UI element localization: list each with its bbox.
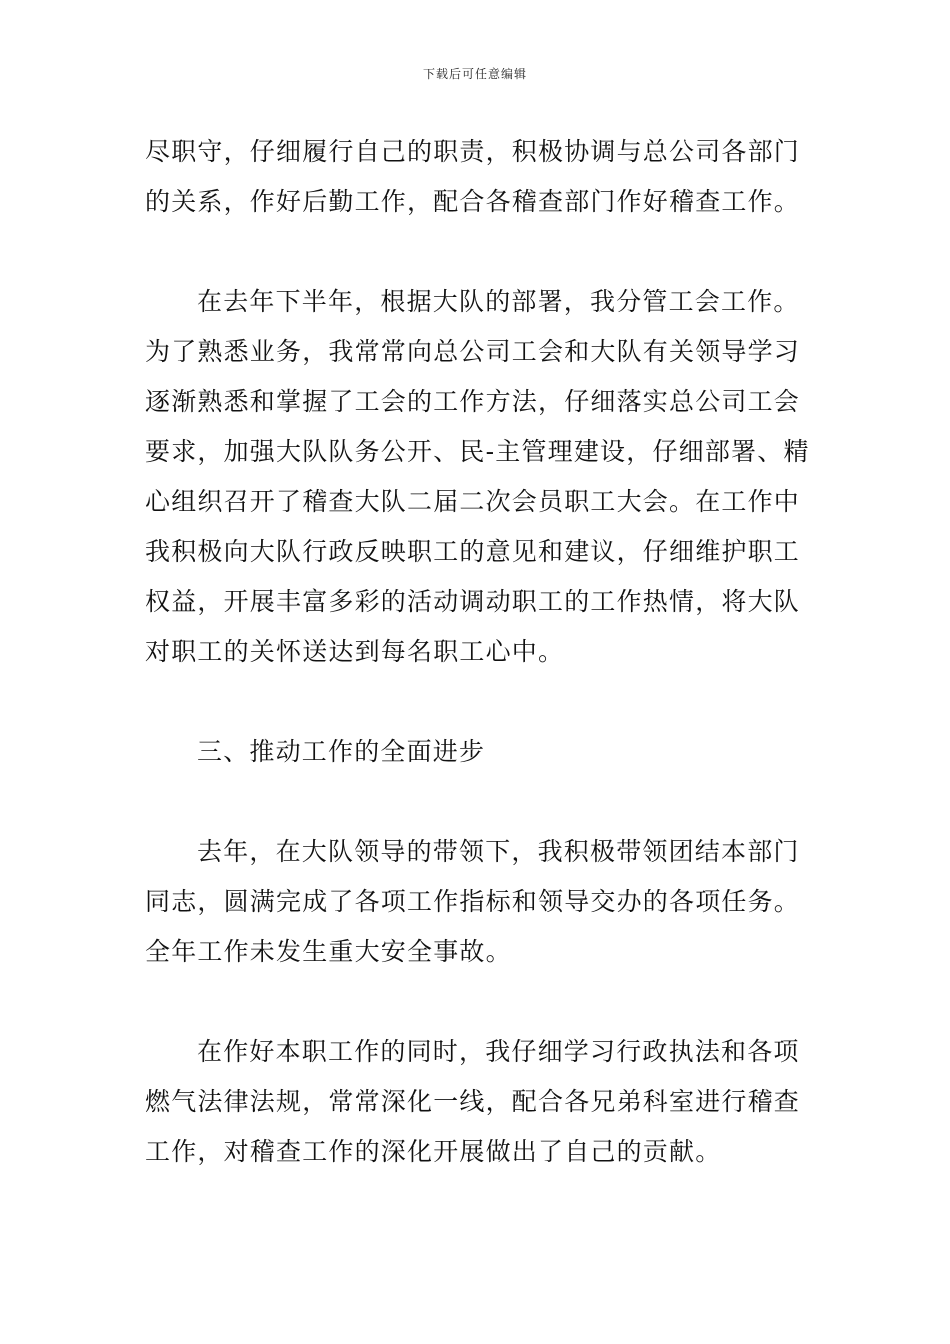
paragraph-line: 我积极向大队行政反映职工的意见和建议，仔细维护职工	[145, 537, 801, 566]
section-heading-text: 三、推动工作的全面进步	[197, 737, 486, 766]
paragraph-line: 权益，开展丰富多彩的活动调动职工的工作热情，将大队	[145, 587, 801, 616]
paragraph-line: 去年，在大队领导的带领下，我积极带领团结本部门	[197, 837, 800, 866]
paragraph-line: 燃气法律法规，常常深化一线，配合各兄弟科室进行稽查	[145, 1087, 801, 1116]
paragraph-3	[145, 827, 810, 977]
paragraph-line: 逐渐熟悉和掌握了工会的工作方法，仔细落实总公司工会	[145, 387, 801, 416]
paragraph-line: 同志，圆满完成了各项工作指标和领导交办的各项任务。	[145, 887, 801, 916]
section-heading	[145, 727, 810, 777]
paragraph-line: 全年工作未发生重大安全事故。	[145, 937, 512, 966]
paragraph-line: 心组织召开了稽查大队二届二次会员职工大会。在工作中	[145, 487, 801, 516]
paragraph-line: 尽职守，仔细履行自己的职责，积极协调与总公司各部门	[145, 137, 801, 166]
paragraph-line: 要求，加强大队队务公开、民-主管理建设，仔细部署、精	[145, 437, 810, 466]
paragraph-line: 为了熟悉业务，我常常向总公司工会和大队有关领导学习	[145, 337, 801, 366]
paragraph-gap	[145, 777, 810, 827]
header-note: 下载后可任意编辑	[422, 67, 527, 81]
paragraph-line: 对职工的关怀送达到每名职工心中。	[145, 637, 565, 666]
paragraph-gap	[145, 227, 810, 277]
paragraph-line: 的关系，作好后勤工作，配合各稽查部门作好稽查工作。	[145, 187, 801, 216]
paragraph-2	[145, 277, 810, 677]
paragraph-4	[145, 1027, 810, 1177]
paragraph-line: 工作，对稽查工作的深化开展做出了自己的贡献。	[145, 1137, 722, 1166]
paragraph-line: 在作好本职工作的同时，我仔细学习行政执法和各项	[197, 1037, 800, 1066]
paragraph-gap	[145, 677, 810, 727]
paragraph-1	[145, 127, 810, 227]
paragraph-gap	[145, 977, 810, 1027]
document-body	[145, 127, 810, 1177]
paragraph-line: 在去年下半年，根据大队的部署，我分管工会工作。	[197, 287, 800, 316]
